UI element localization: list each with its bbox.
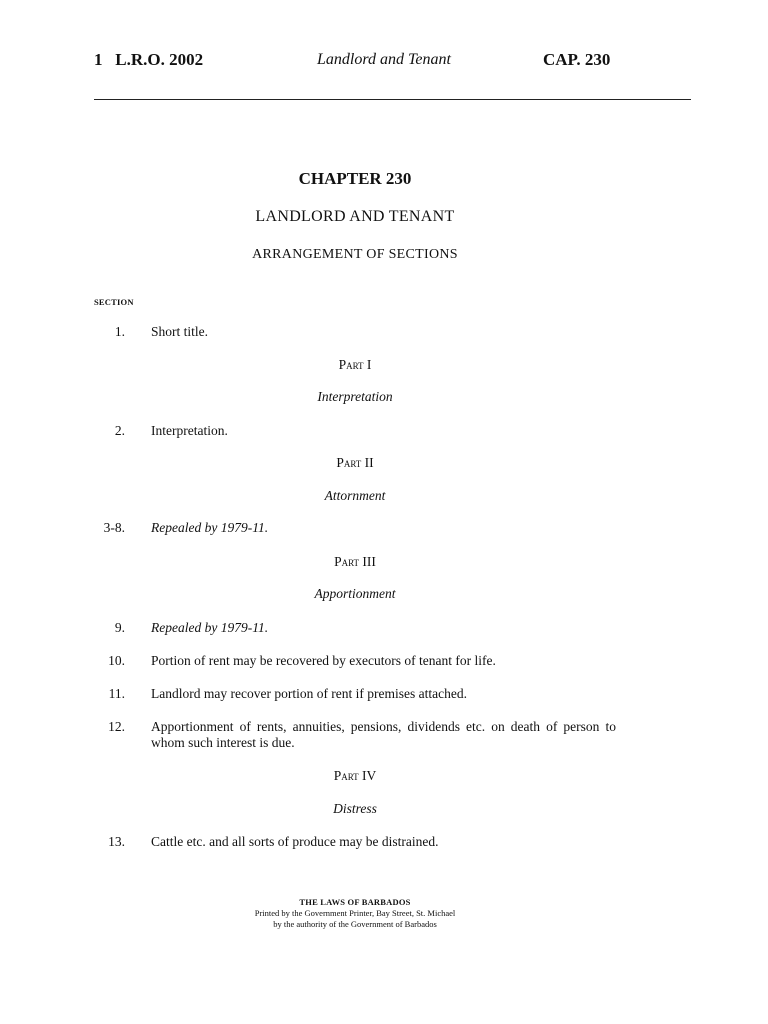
section-text: Repealed by 1979-11. — [151, 620, 269, 635]
section-number: 9. — [114, 620, 125, 635]
part-title: Interpretation — [317, 389, 393, 404]
chapter-heading: CHAPTER 230 — [298, 169, 412, 188]
section-column-label: SECTION — [94, 297, 134, 307]
section-number: 3-8. — [103, 520, 125, 535]
section-number: 1. — [114, 324, 125, 339]
section-number: 10. — [108, 653, 125, 668]
part-label: Part III — [334, 554, 376, 569]
part-label: Part II — [336, 455, 374, 470]
section-text: Portion of rent may be recovered by executors of tenant for life. — [151, 653, 496, 668]
footer-authority-line: by the authority of the Government of Barbados — [273, 919, 437, 929]
section-text: Interpretation. — [151, 423, 228, 438]
edition-label: L.R.O. 2002 — [115, 50, 204, 69]
part-label: Part I — [338, 357, 372, 372]
page-number: 1 — [94, 50, 103, 69]
act-title: LANDLORD AND TENANT — [255, 208, 455, 225]
section-text: Short title. — [151, 324, 208, 339]
header-rule — [94, 99, 691, 100]
part-title: Distress — [333, 801, 377, 816]
section-text: Landlord may recover portion of rent if premises attached. — [151, 686, 468, 701]
cap-number: CAP. 230 — [543, 50, 611, 69]
section-number: 11. — [108, 686, 125, 701]
page-header-left — [94, 50, 203, 70]
running-title: Landlord and Tenant — [317, 51, 451, 68]
section-text: Apportionment of rents, annuities, pensions, dividends etc. on death of person to whom such interest is due. — [151, 719, 616, 750]
section-text: Cattle etc. and all sorts of produce may be distrained. — [151, 834, 439, 849]
section-number: 13. — [108, 834, 125, 849]
section-number: 12. — [108, 719, 125, 734]
section-text: Repealed by 1979-11. — [151, 520, 269, 535]
arrangement-heading: ARRANGEMENT OF SECTIONS — [252, 247, 458, 262]
footer-printer-line: Printed by the Government Printer, Bay Street, St. Michael — [254, 908, 456, 918]
part-label: Part IV — [333, 768, 377, 783]
part-title: Apportionment — [314, 586, 396, 601]
part-title: Attornment — [324, 488, 386, 503]
footer-laws-title: THE LAWS OF BARBADOS — [299, 897, 411, 907]
section-number: 2. — [114, 423, 125, 438]
